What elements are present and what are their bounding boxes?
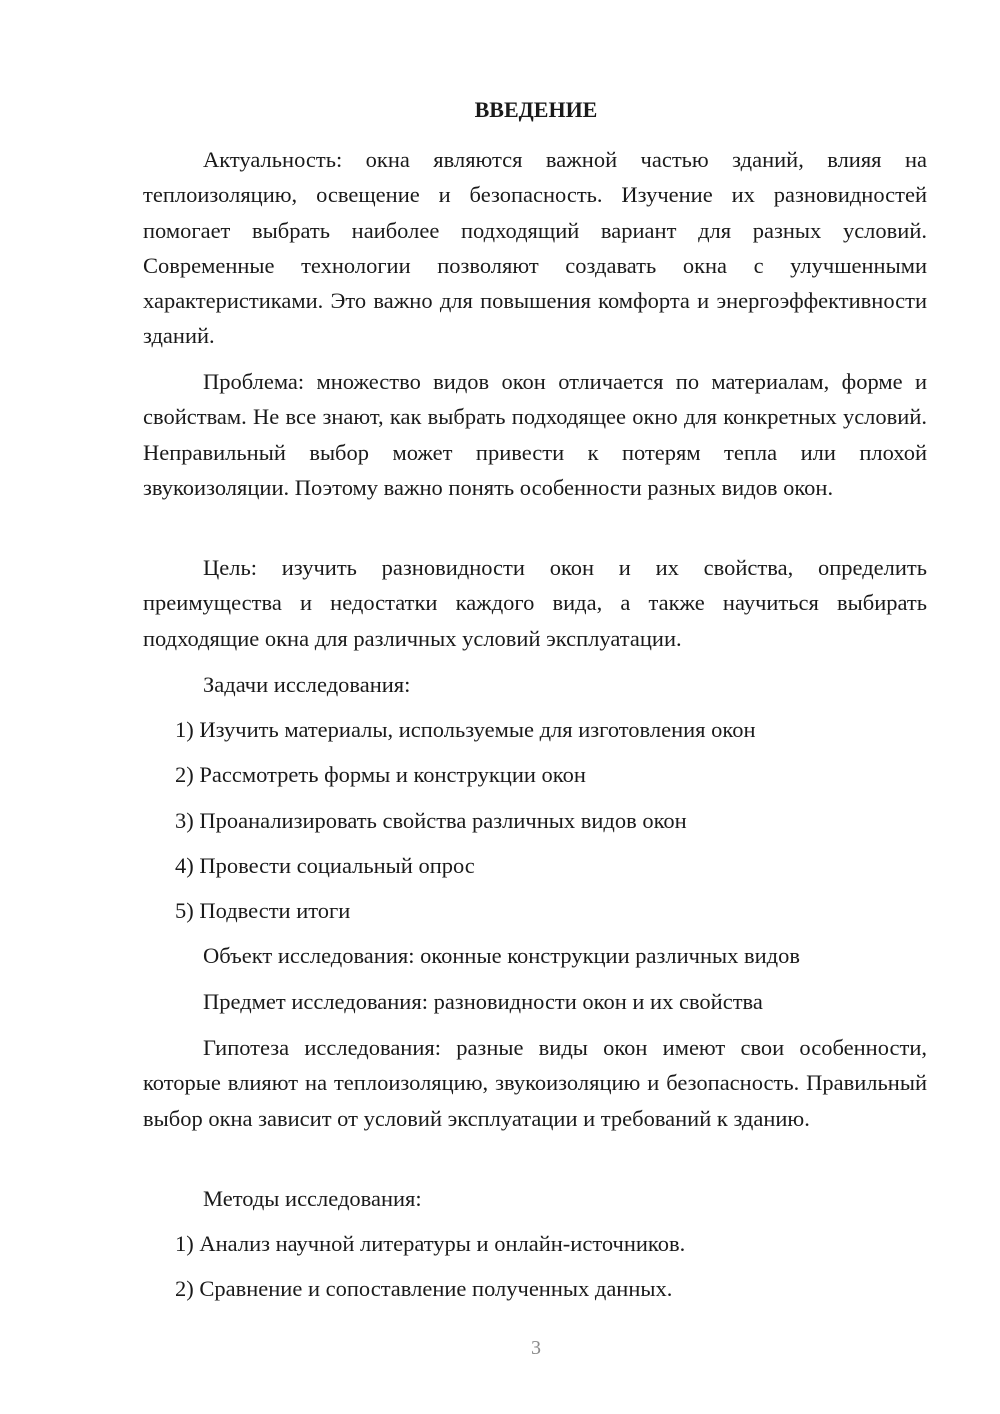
task-item: 4) Провести социальный опрос: [175, 853, 475, 878]
method-item: 1) Анализ научной литературы и онлайн-источников.: [175, 1231, 686, 1256]
research-object: Объект исследования: оконные конструкции различных видов: [203, 943, 800, 968]
method-item: 2) Сравнение и сопоставление полученных данных.: [175, 1276, 673, 1301]
research-subject: Предмет исследования: разновидности окон и их свойства: [203, 989, 763, 1014]
task-item: 1) Изучить материалы, используемые для изготовления окон: [175, 717, 756, 742]
page-title: ВВЕДЕНИЕ: [474, 97, 598, 122]
methods-heading: Методы исследования:: [203, 1186, 422, 1211]
problem-paragraph: Проблема: множество видов окон отличается по материалам, форме и свойствам. Не все знают, как выбрать подходящее окно для конкретных условий. Неправильный выбор может привести к потерям тепла или плохой звукоизоляции. Поэтому важно понять особенности разных видов окон.: [143, 369, 927, 500]
tasks-heading: Задачи исследования:: [203, 672, 411, 697]
goal-paragraph: Цель: изучить разновидности окон и их свойства, определить преимущества и недостатки каждого вида, а также научиться выбирать подходящие окна для различных условий эксплуатации.: [143, 555, 927, 651]
task-item: 5) Подвести итоги: [175, 898, 351, 923]
task-item: 3) Проанализировать свойства различных видов окон: [175, 808, 687, 833]
page-number: 3: [531, 1337, 541, 1359]
task-item: 2) Рассмотреть формы и конструкции окон: [175, 762, 586, 787]
relevance-paragraph: Актуальность: окна являются важной частью зданий, влияя на теплоизоляцию, освещение и безопасность. Изучение их разновидностей помогает выбрать наиболее подходящий вариант для разных условий. Современные технологии позволяют создавать окна с улучшенными характеристиками. Это важно для повышения комфорта и энергоэффективности зданий.: [143, 147, 927, 349]
hypothesis-paragraph: Гипотеза исследования: разные виды окон имеют свои особенности, которые влияют на теплоизоляцию, звукоизоляцию и безопасность. Правильный выбор окна зависит от условий эксплуатации и требований к зданию.: [143, 1035, 927, 1131]
